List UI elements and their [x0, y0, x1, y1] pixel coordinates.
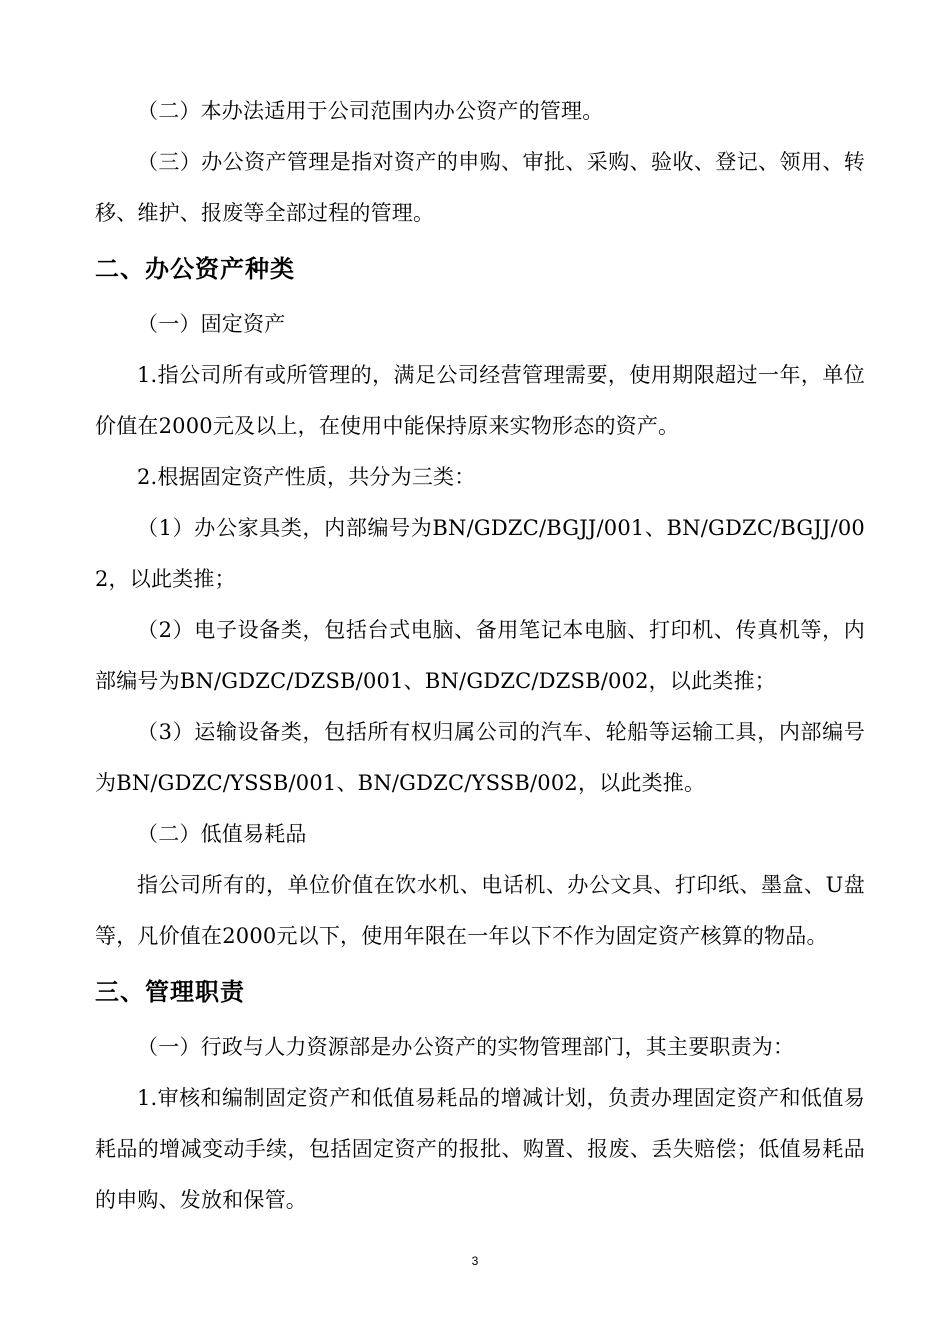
paragraph: 1.审核和编制固定资产和低值易耗品的增减计划，负责办理固定资产和低值易耗品的增减变动手续，包括固定资产的报批、购置、报废、丢失赔偿；低值易耗品的申购、发放和保管。: [95, 1086, 865, 1212]
paragraph: 2.根据固定资产性质，共分为三类：: [137, 465, 476, 489]
paragraph: （3）运输设备类，包括所有权归属公司的汽车、轮船等运输工具，内部编号为BN/GDZC/YSSB/001、BN/GDZC/YSSB/002，以此类推。: [95, 720, 865, 795]
paragraph: （2）电子设备类，包括台式电脑、备用笔记本电脑、打印机、传真机等，内部编号为BN/GDZC/DZSB/001、BN/GDZC/DZSB/002，以此类推；: [95, 618, 865, 693]
paragraph: （二）低值易耗品: [137, 822, 307, 846]
paragraph: （一）行政与人力资源部是办公资产的实物管理部门，其主要职责为：: [137, 1035, 795, 1059]
paragraph: （一）固定资产: [137, 312, 286, 336]
section-heading: 三、管理职责: [95, 978, 245, 1006]
paragraph: （1）办公家具类，内部编号为BN/GDZC/BGJJ/001、BN/GDZC/BGJJ/002，以此类推；: [95, 516, 865, 591]
paragraph: 指公司所有的，单位价值在饮水机、电话机、办公文具、打印纸、墨盒、U盘等，凡价值在2000元以下，使用年限在一年以下不作为固定资产核算的物品。: [95, 873, 865, 948]
paragraph: （二）本办法适用于公司范围内办公资产的管理。: [137, 99, 604, 123]
paragraph: （三）办公资产管理是指对资产的申购、审批、采购、验收、登记、领用、转移、维护、报废等全部过程的管理。: [95, 150, 865, 225]
paragraph: 1.指公司所有或所管理的，满足公司经营管理需要，使用期限超过一年，单位价值在2000元及以上，在使用中能保持原来实物形态的资产。: [95, 363, 865, 438]
page-number: 3: [471, 1254, 479, 1268]
document-body: [95, 86, 865, 1226]
section-heading: 二、办公资产种类: [95, 255, 295, 283]
